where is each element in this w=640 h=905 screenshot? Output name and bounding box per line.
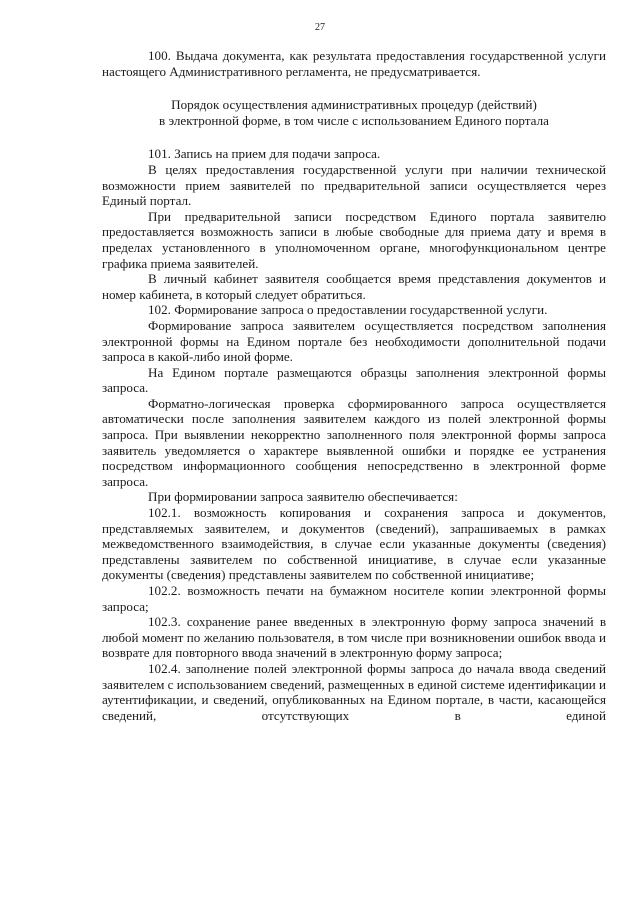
paragraph-102-4: 102.4. заполнение полей электронной формы запроса до начала ввода сведений заявителем с использованием сведений, размещенных в единой системе идентификации и аутентификации, и сведений, опубликованных на Едином портале, в части, касающейся сведений, отсутствующих в единой (102, 660, 606, 723)
paragraph-102-3: 102.3. сохранение ранее введенных в электронную форму запроса значений в любой момент по желанию пользователя, в том числе при возникновении ошибок ввода и возврате для повторного ввода значений в электронную форму запроса; (102, 614, 606, 661)
paragraph-100: 100. Выдача документа, как результата предоставления государственной услуги настоящего Административного регламента, не предусматривается. (102, 48, 606, 79)
section-heading (102, 97, 606, 128)
section-heading-line-1: Порядок осуществления административных процедур (действий) (171, 97, 537, 113)
paragraph-101-text-2: При предварительной записи посредством Единого портала заявителю предоставляется возможность записи в любые свободные для приема дату и время в пределах установленного в уполномоченном органе, многофункциональном центре графика приема заявителей. (102, 208, 606, 271)
paragraph-101-text-1: В целях предоставления государственной услуги при наличии технической возможности прием заявителей по предварительной записи осуществляется через Единый портал. (102, 161, 606, 209)
section-heading-line-2: в электронной форме, в том числе с использованием Единого портала (159, 112, 549, 128)
paragraph-102: 102. Формирование запроса о предоставлении государственной услуги. (148, 302, 548, 318)
paragraph-102-text-1: Формирование запроса заявителем осуществляется посредством заполнения электронной формы на Едином портале без необходимости дополнительной подачи запроса в какой-либо иной форме. (102, 317, 606, 365)
paragraph-102-text-2: На Едином портале размещаются образцы заполнения электронной формы запроса. (102, 364, 606, 396)
document-body (102, 48, 606, 723)
paragraph-102-text-4: При формировании запроса заявителю обеспечивается: (148, 489, 458, 505)
paragraph-101: 101. Запись на прием для подачи запроса. (148, 146, 381, 162)
paragraph-102-2: 102.2. возможность печати на бумажном носителе копии электронной формы запроса; (102, 583, 606, 614)
paragraph-101-text-3: В личный кабинет заявителя сообщается время представления документов и номер кабинета, в который следует обратиться. (102, 271, 606, 302)
page-number: 27 (315, 22, 325, 33)
paragraph-102-1: 102.1. возможность копирования и сохранения запроса и документов, представляемых заявителем, и документов (сведений), запрашиваемых в рамках межведомственного взаимодействия, в случае если указанные документы (сведения) представлены заявителем по собственной инициативе, в случае если указанные документы (сведения) представлены заявителем по собственной инициативе; (102, 505, 606, 583)
paragraph-102-text-3: Форматно-логическая проверка сформированного запроса осуществляется автоматически после заполнения заявителем каждого из полей электронной формы запроса. При выявлении некорректно заполненного поля электронной формы запроса заявитель уведомляется о характере выявленной ошибки и порядке ее устранения посредством информационного сообщения непосредственно в электронной форме запроса. (102, 395, 606, 489)
